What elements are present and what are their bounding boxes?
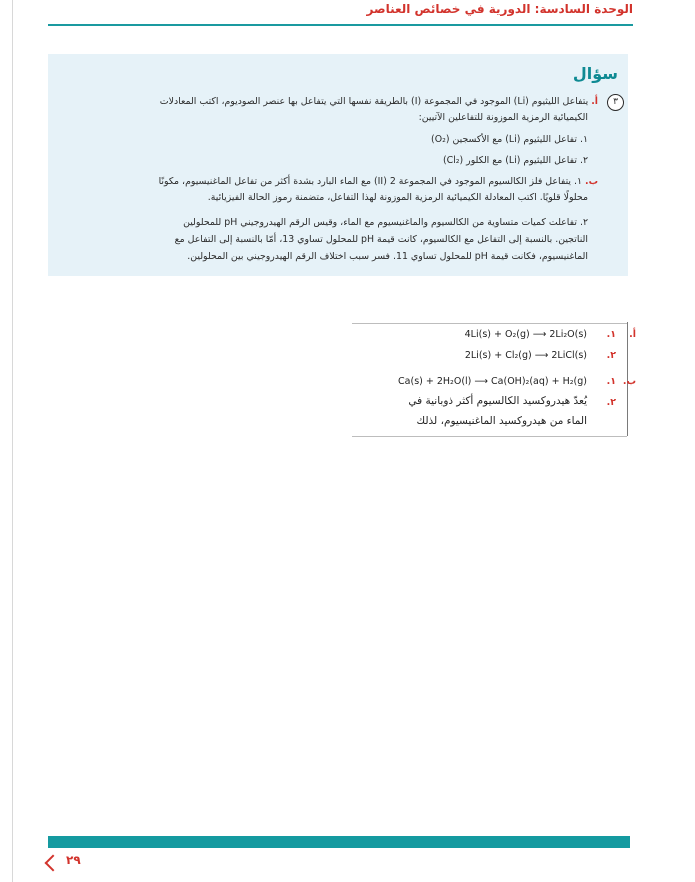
page-edge-rule <box>12 0 13 882</box>
question-box <box>48 54 628 276</box>
part-a-item-2 <box>443 155 588 166</box>
question-number-badge: ٣ <box>607 94 624 111</box>
part-a-item-1-marker: ١. <box>579 134 588 145</box>
part-b-item-1-line1: يتفاعل فلز الكالسيوم الموجود في المجموعة 2 (II) مع الماء البارد بشدة أكثر من تفاعل الماغنيسيوم، مكونًا <box>158 176 572 187</box>
answer-b2-line2: الماء من هيدروكسيد الماغنيسيوم، لذلك <box>416 415 587 427</box>
answer-a1-marker: ١. <box>606 329 616 340</box>
part-a-item-1-text: تفاعل الليثيوم (Li) مع الأكسجين (O₂) <box>431 134 577 145</box>
answer-b2-line1: يُعدّ هيدروكسيد الكالسيوم أكثر ذوبانية في <box>408 395 587 407</box>
part-a-item-1 <box>431 134 588 145</box>
part-b-item-1 <box>159 176 598 187</box>
part-a-intro <box>160 96 598 107</box>
footer-bar <box>48 836 630 848</box>
answer-top-rule <box>352 323 627 324</box>
header-divider <box>48 24 633 26</box>
part-a-marker: أ. <box>591 96 598 107</box>
part-b-item-2 <box>183 217 588 228</box>
part-a-item-2-text: تفاعل الليثيوم (Li) مع الكلور (Cl₂) <box>442 155 577 166</box>
part-b-item-2-marker: ٢. <box>579 217 588 228</box>
question-box-title: سؤال <box>572 64 618 83</box>
chevron-left-icon[interactable] <box>45 855 62 872</box>
answer-b1-marker: ١. <box>606 376 616 387</box>
page-number: ٢٩ <box>66 853 81 867</box>
part-b-item-1-marker: ١. <box>574 176 583 187</box>
part-a-item-2-marker: ٢. <box>579 155 588 166</box>
part-a-intro-line1: يتفاعل الليثيوم (Li) الموجود في المجموعة (I) بالطريقة نفسها التي يتفاعل بها عنصر الصوديوم، اكتب المعادلات <box>159 96 589 107</box>
answer-bottom-rule <box>352 436 627 437</box>
answer-b2-marker: ٢. <box>606 397 616 408</box>
part-a-intro-line2: الكيميائية الرمزية الموزونة للتفاعلين الآتيين: <box>418 112 588 123</box>
answer-a-marker: أ. <box>629 329 636 340</box>
part-b-item-2-line2: الناتجين. بالنسبة إلى التفاعل مع الكالسيوم، كانت قيمة pH للمحلول تساوي 13، أمّا بالنسبة إلى التفاعل مع <box>174 234 588 245</box>
part-b-marker: ب. <box>585 176 598 187</box>
part-b-item-1-line2: محلولًا قلويًا. اكتب المعادلة الكيميائية الرمزية الموزونة لهذا التفاعل، متضمنة رموز الحالة الفيزيائية. <box>207 192 588 203</box>
answer-a2-marker: ٢. <box>606 350 616 361</box>
part-b-item-2-line3: الماغنيسيوم، فكانت قيمة pH للمحلول تساوي 11. فسر سبب اختلاف الرقم الهيدروجيني بين المحلولين. <box>187 251 588 262</box>
answer-a1-equation: 4Li(s) + O₂(g) ⟶ 2Li₂O(s) <box>464 329 587 340</box>
unit-header-title: الوحدة السادسة: الدورية في خصائص العناصر <box>366 2 633 16</box>
answer-b-marker: ب. <box>622 376 636 387</box>
answer-a2-equation: 2Li(s) + Cl₂(g) ⟶ 2LiCl(s) <box>464 350 587 361</box>
part-b-item-2-line1: تفاعلت كميات متساوية من الكالسيوم والماغنيسيوم مع الماء، وقيس الرقم الهيدروجيني pH للمحلولين <box>183 217 577 228</box>
answer-b1-equation: Ca(s) + 2H₂O(l) ⟶ Ca(OH)₂(aq) + H₂(g) <box>398 376 587 387</box>
